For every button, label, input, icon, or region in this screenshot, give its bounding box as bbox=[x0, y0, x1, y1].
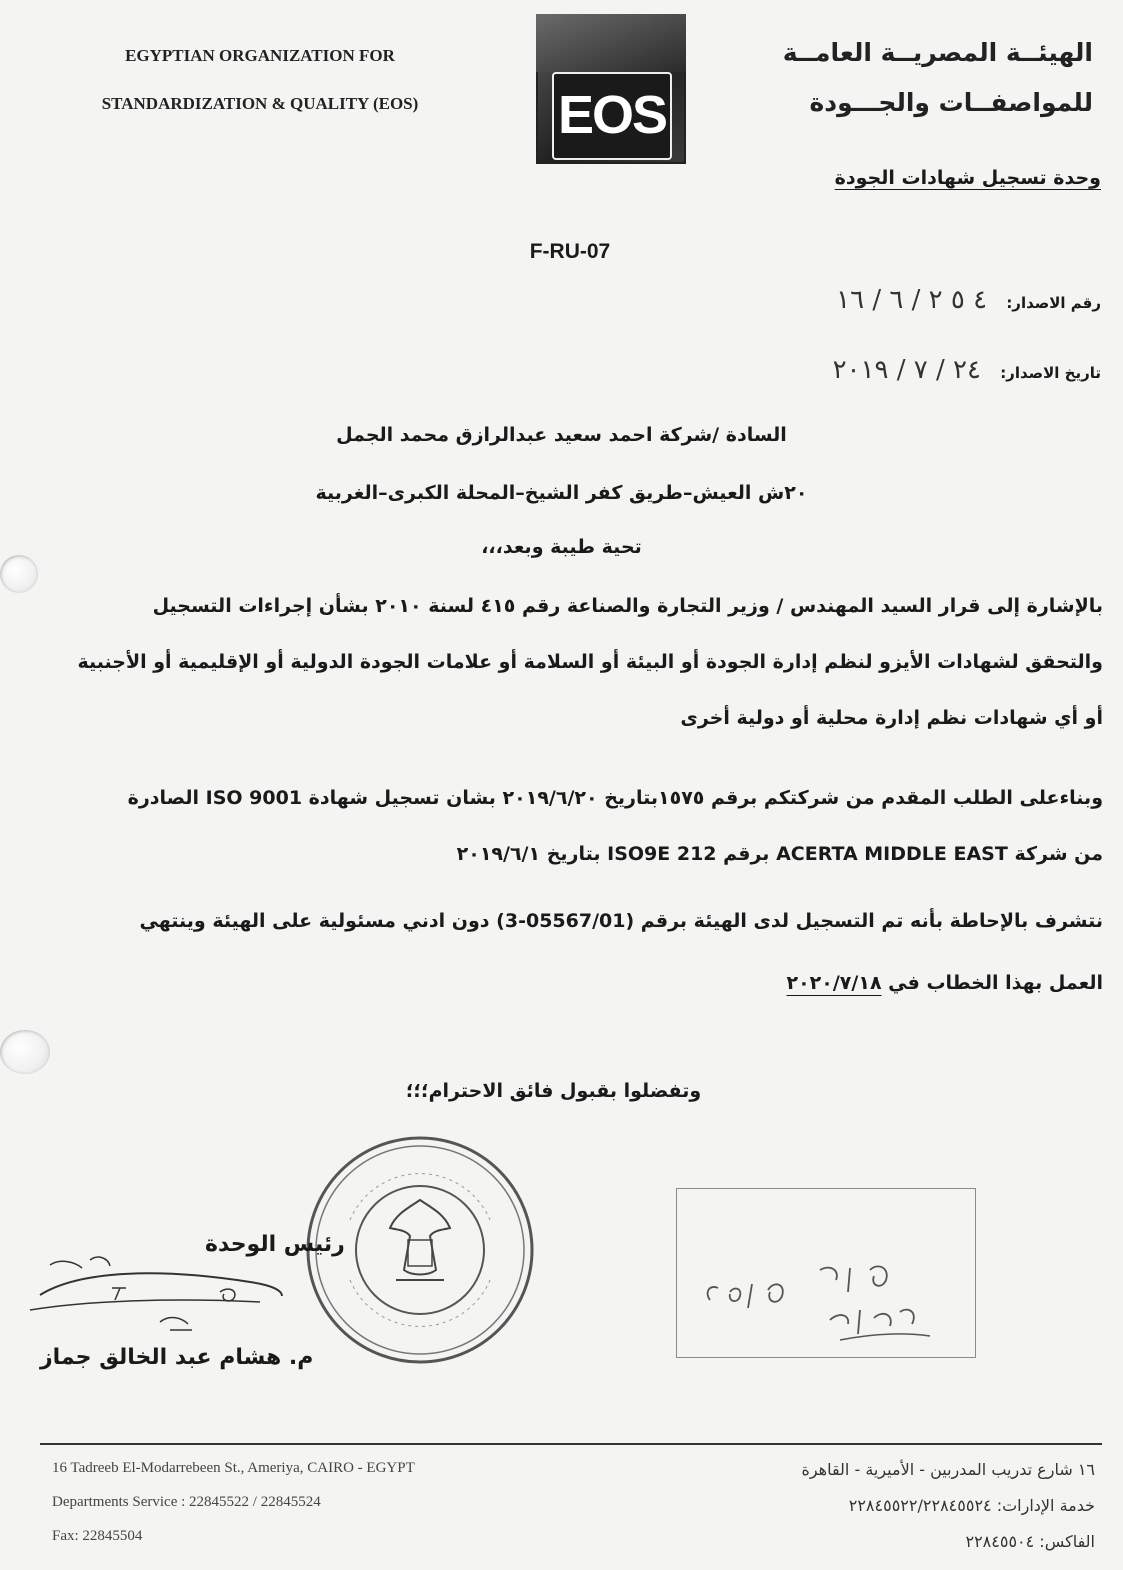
issue-date-label: تاريخ الاصدار: bbox=[1000, 364, 1101, 382]
signatory-name: م. هشام عبد الخالق جماز bbox=[40, 1345, 314, 1370]
issue-date-row bbox=[833, 355, 1101, 385]
org-name-arabic-line2: للمواصفــات والجـــودة bbox=[809, 88, 1093, 117]
issue-number-label: رقم الاصدار: bbox=[1006, 294, 1101, 312]
punch-hole-bottom bbox=[0, 1030, 50, 1074]
receipt-handwriting bbox=[690, 1240, 950, 1350]
paragraph-registration bbox=[13, 890, 1103, 1014]
org-name-english bbox=[50, 32, 470, 128]
expiry-prefix: العمل بهذا الخطاب في bbox=[888, 972, 1103, 994]
expiry-date: ٢٠٢٠/٧/١٨ bbox=[786, 972, 882, 994]
footer-address-ar: ١٦ شارع تدريب المدربين - الأميرية - القاهرة bbox=[801, 1460, 1095, 1479]
paragraph-request-line2: من شركة ACERTA MIDDLE EAST برقم 212 ISO9E بتاريخ ٢٠١٩/٦/١ bbox=[456, 843, 1103, 865]
footer-divider bbox=[40, 1443, 1102, 1445]
addressee-line2: ٢٠ش العيش–طريق كفر الشيخ–المحلة الكبرى–الغربية bbox=[315, 482, 808, 504]
issue-number-value: ٤ ٥ ٢ / ٦ / ١٦ bbox=[836, 285, 988, 315]
closing-line: وتفضلوا بقبول فائق الاحترام؛؛؛ bbox=[405, 1080, 702, 1102]
org-name-arabic-line1: الهيئــة المصريــة العامــة bbox=[782, 38, 1093, 67]
paragraph-reference-line3: أو أي شهادات نظم إدارة محلية أو دولية أخرى bbox=[680, 707, 1103, 729]
paragraph-reference-line2: والتحقق لشهادات الأيزو لنظم إدارة الجودة أو البيئة أو السلامة أو علامات الجودة الدولية أو الإقليمية أو الأجنبية bbox=[77, 651, 1103, 673]
footer-departments-en: Departments Service : 22845522 / 22845524 bbox=[52, 1494, 321, 1510]
addressee-line1: السادة /شركة احمد سعيد عبدالرازق محمد الجمل bbox=[336, 424, 787, 446]
form-code: F-RU-07 bbox=[529, 240, 611, 263]
paragraph-reference bbox=[13, 578, 1103, 746]
footer-address-en: 16 Tadreeb El-Modarrebeen St., Ameriya, CAIRO - EGYPT bbox=[52, 1460, 415, 1476]
punch-hole-top bbox=[0, 555, 38, 593]
paragraph-registration-line1: نتشرف بالإحاطة بأنه تم التسجيل لدى الهيئة برقم (05567/01-3) دون ادني مسئولية على الهيئة وينتهي bbox=[139, 910, 1103, 932]
footer-fax-en: Fax: 22845504 bbox=[52, 1528, 143, 1544]
org-name-english-line2: STANDARDIZATION & QUALITY (EOS) bbox=[101, 94, 419, 113]
issue-number-row bbox=[836, 285, 1101, 315]
footer-departments-ar: خدمة الإدارات: ٢٢٨٤٥٥٢٢/٢٢٨٤٥٥٢٤ bbox=[848, 1496, 1095, 1515]
org-name-arabic bbox=[763, 28, 1093, 128]
paragraph-reference-line1: بالإشارة إلى قرار السيد المهندس / وزير التجارة والصناعة رقم ٤١٥ لسنة ٢٠١٠ بشأن إجراءات التسجيل bbox=[152, 595, 1103, 617]
footer-fax-ar: الفاكس: ٢٢٨٤٥٥٠٤ bbox=[965, 1532, 1095, 1551]
handwritten-signature bbox=[20, 1240, 320, 1340]
paragraph-request bbox=[13, 770, 1103, 882]
logo-plate bbox=[552, 72, 672, 160]
paragraph-request-line1: وبناءعلى الطلب المقدم من شركتكم برقم ١٥٧٥بتاريخ ٢٠١٩/٦/٢٠ بشان تسجيل شهادة ISO 9001 الصادرة bbox=[127, 787, 1103, 809]
paragraph-registration-line2 bbox=[13, 952, 1103, 1014]
logo-band bbox=[536, 14, 686, 72]
eos-logo bbox=[536, 14, 686, 164]
greeting: تحية طيبة وبعد،،، bbox=[481, 536, 642, 558]
org-name-english-line1: EGYPTIAN ORGANIZATION FOR bbox=[125, 46, 395, 65]
unit-title: وحدة تسجيل شهادات الجودة bbox=[834, 167, 1101, 189]
issue-date-value: ٢٤ / ٧ / ٢٠١٩ bbox=[832, 355, 981, 385]
logo-text: EOS bbox=[557, 85, 667, 145]
signature-title: رئيس الوحدة bbox=[205, 1232, 345, 1257]
